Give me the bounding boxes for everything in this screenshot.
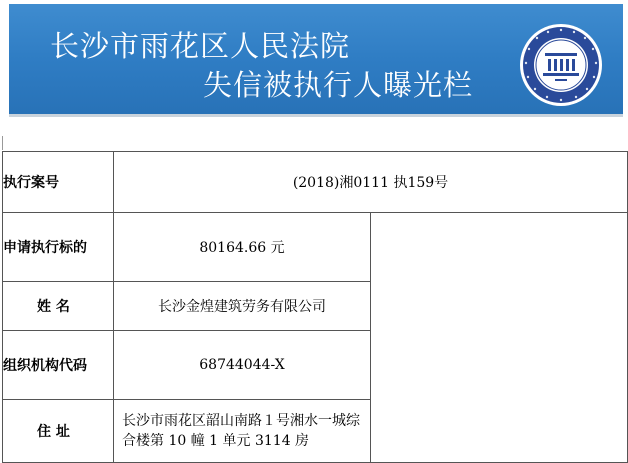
- court-title: 长沙市雨花区人民法院: [50, 29, 351, 63]
- case-number-value: (2018)湘0111 执159号: [114, 152, 628, 213]
- debtor-info-table: [2, 151, 628, 463]
- header-banner: [9, 4, 623, 117]
- amount-label: 申请执行标的: [3, 213, 114, 282]
- case-number-label: 执行案号: [3, 152, 114, 213]
- org-code-value: 68744044-X: [114, 331, 371, 400]
- photo-cell: [371, 213, 628, 463]
- address-value: 长沙市雨花区韶山南路１号湘水一城综合楼第 10 幢 1 单元 3114 房: [114, 400, 371, 463]
- table-row: [3, 213, 628, 282]
- court-emblem-icon: [519, 23, 603, 107]
- name-label: 姓 名: [3, 282, 114, 331]
- name-value: 长沙金煌建筑劳务有限公司: [114, 282, 371, 331]
- table-row: [3, 152, 628, 213]
- divider: [2, 136, 3, 150]
- amount-value: 80164.66 元: [114, 213, 371, 282]
- org-code-label: 组织机构代码: [3, 331, 114, 400]
- board-title: 失信被执行人曝光栏: [203, 68, 474, 102]
- address-label: 住 址: [3, 400, 114, 463]
